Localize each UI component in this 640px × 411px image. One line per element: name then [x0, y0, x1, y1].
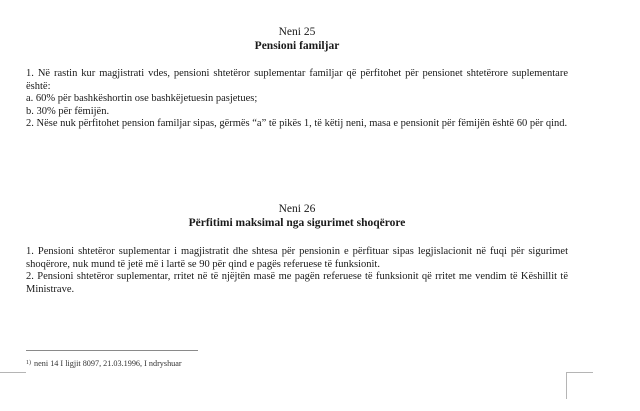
article-26-heading — [26, 202, 568, 230]
footnote — [26, 358, 182, 369]
footnote-divider — [26, 350, 198, 351]
footnote-marker: 1) — [26, 360, 31, 366]
article-25 — [26, 25, 568, 131]
article-26-body — [26, 246, 568, 296]
footnote-text: neni 14 I ligjit 8097, 21.03.1996, I ndryshuar — [34, 359, 182, 368]
article-26 — [26, 202, 568, 296]
article-25-item-b: b. 30% për fëmijën. — [26, 105, 110, 117]
article-25-heading — [26, 25, 568, 53]
crop-mark-right — [566, 372, 593, 399]
article-26-paragraph-2: 2. Pensioni shtetëror suplementar, rritet në të njëjtën masë me pagën referuese të funksionit që rritet me vendim të Këshillit të Ministrave. — [26, 271, 568, 295]
article-25-paragraph-2: 2. Nëse nuk përfitohet pension familjar sipas, gërmës “a” të pikës 1, të këtij neni, masa e pensionit për fëmijën është 60 për qind. — [26, 118, 568, 130]
article-26-paragraph-1: 1. Pensioni shtetëror suplementar i magjistratit dhe shtesa për pensionin e përfituar sipas legjislacionit në fuqi për sigurimet shoqërore, nuk mund të jetë më i lartë se 90 për qind e pagës referuese të funksionit. — [26, 246, 568, 270]
article-26-title: Përfitimi maksimal nga sigurimet shoqërore — [188, 217, 406, 229]
crop-mark-left — [0, 372, 26, 399]
article-25-title: Pensioni familjar — [254, 40, 340, 52]
article-25-number: Neni 25 — [278, 26, 316, 38]
article-25-item-a: a. 60% për bashkëshortin ose bashkëjetuesin pasjetues; — [26, 93, 258, 105]
article-25-paragraph-1: 1. Në rastin kur magjistrati vdes, pensioni shtetëror suplementar familjar që përfitohet për pensionet shtetërore suplementare është: — [26, 68, 568, 92]
article-26-number: Neni 26 — [278, 203, 316, 215]
article-25-body — [26, 68, 568, 131]
